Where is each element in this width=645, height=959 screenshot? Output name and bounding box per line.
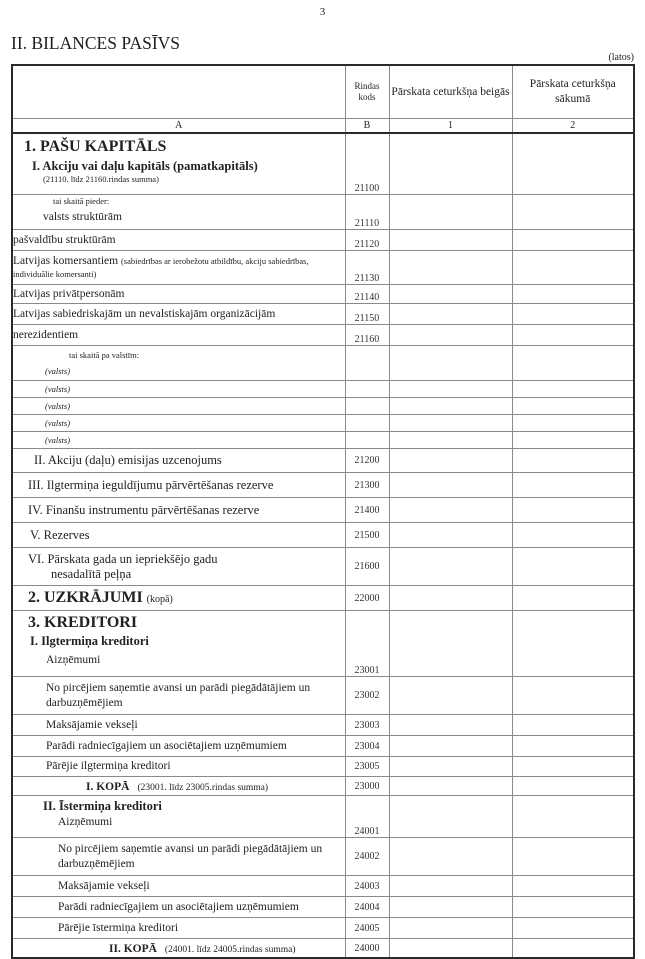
- country-placeholder: (valsts): [12, 381, 345, 398]
- value-period-start[interactable]: [512, 586, 634, 611]
- value-period-end[interactable]: [389, 796, 512, 838]
- table-row: [12, 133, 634, 195]
- value-period-end[interactable]: [389, 897, 512, 918]
- row-label: Latvijas sabiedriskajām un nevalstiskajām organizācijām: [12, 304, 345, 325]
- table-row: [12, 897, 634, 918]
- value-period-end[interactable]: [389, 757, 512, 777]
- value-period-start[interactable]: [512, 523, 634, 548]
- row-label: No pircējiem saņemtie avansi un parādi piegādātājiem un darbuzņēmējiem: [12, 677, 345, 715]
- column-letter-b: B: [345, 119, 389, 134]
- row-code: 21110: [345, 195, 389, 230]
- header-row-code: Rindas kods: [345, 65, 389, 119]
- total-label: II. KOPĀ: [109, 943, 157, 955]
- value-period-start[interactable]: [512, 473, 634, 498]
- row-label: No pircējiem saņemtie avansi un parādi piegādātājiem un darbuzņēmējiem: [12, 838, 345, 876]
- country-placeholder: (valsts): [12, 432, 345, 449]
- units-label: (latos): [608, 52, 634, 63]
- row-code: 21130: [345, 251, 389, 285]
- row-code: 24005: [345, 918, 389, 939]
- share-capital-note: (21110. līdz 21160.rindas summa): [43, 174, 159, 184]
- value-period-end[interactable]: [389, 548, 512, 586]
- row-note: (sabiedrības ar ierobežotu atbildību, akciju sabiedrības, individuālie komersanti): [13, 255, 309, 279]
- table-row: [12, 777, 634, 796]
- provisions-title: 2. UZKRĀJUMI: [28, 589, 143, 606]
- value-period-start[interactable]: [512, 777, 634, 796]
- total-note: (24001. līdz 24005.rindas summa): [164, 945, 296, 955]
- value-period-end[interactable]: [389, 473, 512, 498]
- value-period-start[interactable]: [512, 918, 634, 939]
- table-row: [12, 498, 634, 523]
- value-period-start[interactable]: [512, 876, 634, 897]
- row-code: 23004: [345, 736, 389, 757]
- equity-section-title: 1. PAŠU KAPITĀLS: [24, 138, 167, 155]
- value-period-start[interactable]: [512, 611, 634, 677]
- table-row: [12, 251, 634, 285]
- value-period-start[interactable]: [512, 304, 634, 325]
- value-period-end[interactable]: [389, 838, 512, 876]
- row-label: II. Akciju (daļu) emisijas uzcenojums: [12, 449, 345, 473]
- value-period-start[interactable]: [512, 677, 634, 715]
- table-row: [12, 736, 634, 757]
- row-code: 21300: [345, 473, 389, 498]
- share-capital-title: I. Akciju vai daļu kapitāls (pamatkapitāls): [32, 159, 258, 173]
- value-period-end[interactable]: [389, 398, 512, 415]
- row-code: 21200: [345, 449, 389, 473]
- value-period-start[interactable]: [512, 838, 634, 876]
- row-label-continued: nesadalītā peļņa: [51, 566, 132, 581]
- value-period-end[interactable]: [389, 498, 512, 523]
- value-period-end[interactable]: [389, 381, 512, 398]
- column-letters-row: [12, 119, 634, 134]
- provisions-cell: [12, 586, 345, 611]
- table-row: [12, 796, 634, 838]
- row-label: valsts struktūrām: [43, 211, 122, 223]
- row-code: 21150: [345, 304, 389, 325]
- value-period-end[interactable]: [389, 918, 512, 939]
- value-period-end[interactable]: [389, 523, 512, 548]
- value-period-start[interactable]: [512, 285, 634, 304]
- value-period-end[interactable]: [389, 195, 512, 230]
- value-period-end[interactable]: [389, 715, 512, 736]
- row-code: [345, 381, 389, 398]
- table-row: [12, 415, 634, 432]
- value-period-start[interactable]: [512, 230, 634, 251]
- row-label: Latvijas privātpersonām: [12, 285, 345, 304]
- row-label: Pārējie īstermiņa kreditori: [12, 918, 345, 939]
- row-code: 23003: [345, 715, 389, 736]
- country-placeholder: (valsts): [45, 366, 71, 376]
- value-period-end[interactable]: [389, 415, 512, 432]
- value-period-start[interactable]: [512, 449, 634, 473]
- short-term-heading-cell: [12, 796, 345, 838]
- row-label: Latvijas komersantiem: [13, 254, 119, 267]
- row-label: Aizņēmumi: [58, 816, 113, 828]
- page-number: 3: [319, 6, 326, 18]
- table-row: [12, 715, 634, 736]
- row-label: Parādi radniecīgajiem un asociētajiem uzņēmumiem: [12, 736, 345, 757]
- value-period-end[interactable]: [389, 346, 512, 381]
- row-code: 24002: [345, 838, 389, 876]
- header-period-start: Pārskata ceturkšņa sākumā: [512, 65, 634, 119]
- row-code: 24000: [345, 939, 389, 959]
- value-period-end[interactable]: [389, 304, 512, 325]
- row-label: Maksājamie vekseļi: [12, 715, 345, 736]
- column-letter-2: 2: [512, 119, 634, 134]
- value-period-end[interactable]: [389, 586, 512, 611]
- table-row: [12, 918, 634, 939]
- row-code: 24004: [345, 897, 389, 918]
- row-code: 21160: [345, 325, 389, 346]
- value-period-start[interactable]: [512, 133, 634, 195]
- value-period-start[interactable]: [512, 939, 634, 959]
- value-period-end[interactable]: [389, 449, 512, 473]
- value-period-start[interactable]: [512, 195, 634, 230]
- value-period-start[interactable]: [512, 715, 634, 736]
- value-period-end[interactable]: [389, 876, 512, 897]
- row-label: III. Ilgtermiņa ieguldījumu pārvērtēšanas rezerve: [12, 473, 345, 498]
- row-description: [12, 548, 345, 586]
- table-row: [12, 346, 634, 381]
- row-description: [12, 251, 345, 285]
- row-description: [12, 195, 345, 230]
- table-row: [12, 398, 634, 415]
- value-period-end[interactable]: [389, 325, 512, 346]
- value-period-start[interactable]: [512, 897, 634, 918]
- row-code: 23000: [345, 777, 389, 796]
- value-period-start[interactable]: [512, 415, 634, 432]
- including-owned-by-label: tai skaitā pieder:: [53, 196, 110, 206]
- row-label: pašvaldību struktūrām: [12, 230, 345, 251]
- value-period-end[interactable]: [389, 939, 512, 959]
- long-term-creditors-title: I. Ilgtermiņa kreditori: [30, 634, 149, 648]
- value-period-start[interactable]: [512, 736, 634, 757]
- value-period-start[interactable]: [512, 796, 634, 838]
- value-period-end[interactable]: [389, 432, 512, 449]
- value-period-end[interactable]: [389, 611, 512, 677]
- column-letter-a: A: [12, 119, 345, 134]
- value-period-end[interactable]: [389, 251, 512, 285]
- value-period-end[interactable]: [389, 230, 512, 251]
- country-placeholder: (valsts): [12, 398, 345, 415]
- value-period-start[interactable]: [512, 757, 634, 777]
- row-description: [12, 346, 345, 381]
- section-title: II. BILANCES PASĪVS: [11, 33, 181, 53]
- value-period-end[interactable]: [389, 285, 512, 304]
- column-letter-1: 1: [389, 119, 512, 134]
- provisions-note: (kopā): [146, 594, 173, 605]
- value-period-start[interactable]: [512, 251, 634, 285]
- value-period-end[interactable]: [389, 677, 512, 715]
- total-row-cell: [12, 777, 345, 796]
- row-label: nerezidentiem: [12, 325, 345, 346]
- value-period-start[interactable]: [512, 548, 634, 586]
- creditors-title: 3. KREDITORI: [28, 614, 138, 631]
- table-row: [12, 611, 634, 677]
- row-code: 21120: [345, 230, 389, 251]
- table-row: [12, 285, 634, 304]
- table-row: [12, 523, 634, 548]
- row-code: 23002: [345, 677, 389, 715]
- row-code: 21100: [345, 133, 389, 195]
- row-label: Parādi radniecīgajiem un asociētajiem uzņēmumiem: [12, 897, 345, 918]
- table-row: [12, 473, 634, 498]
- table-row: [12, 230, 634, 251]
- including-by-country-label: tai skaitā pa valstīm:: [69, 350, 140, 360]
- row-code: 23001: [345, 611, 389, 677]
- table-header-row: [12, 65, 634, 119]
- total-note: (23001. līdz 23005.rindas summa): [137, 783, 269, 793]
- row-code: 22000: [345, 586, 389, 611]
- country-placeholder: (valsts): [12, 415, 345, 432]
- row-code: [345, 432, 389, 449]
- row-code: 21500: [345, 523, 389, 548]
- row-code: 21140: [345, 285, 389, 304]
- row-label: VI. Pārskata gada un iepriekšējo gadu: [28, 551, 218, 566]
- table-row: [12, 432, 634, 449]
- total-row-cell: [12, 939, 345, 959]
- table-row: [12, 757, 634, 777]
- row-label: V. Rezerves: [12, 523, 345, 548]
- table-row: [12, 677, 634, 715]
- row-code: [345, 346, 389, 381]
- creditors-heading-cell: [12, 611, 345, 677]
- row-label: Maksājamie vekseļi: [12, 876, 345, 897]
- table-row: [12, 304, 634, 325]
- table-row: [12, 325, 634, 346]
- table-row: [12, 195, 634, 230]
- row-code: [345, 415, 389, 432]
- value-period-start[interactable]: [512, 432, 634, 449]
- table-row: [12, 586, 634, 611]
- row-label: Pārējie ilgtermiņa kreditori: [12, 757, 345, 777]
- row-label: IV. Finanšu instrumentu pārvērtēšanas rezerve: [12, 498, 345, 523]
- row-label: Aizņēmumi: [46, 654, 101, 666]
- row-code: [345, 398, 389, 415]
- row-code: 23005: [345, 757, 389, 777]
- table-row: [12, 381, 634, 398]
- table-row: [12, 876, 634, 897]
- value-period-end[interactable]: [389, 133, 512, 195]
- value-period-start[interactable]: [512, 325, 634, 346]
- total-label: I. KOPĀ: [86, 781, 130, 793]
- value-period-start[interactable]: [512, 346, 634, 381]
- value-period-start[interactable]: [512, 381, 634, 398]
- value-period-start[interactable]: [512, 398, 634, 415]
- row-code: 24001: [345, 796, 389, 838]
- table-row: [12, 838, 634, 876]
- equity-heading-cell: [12, 133, 345, 195]
- table-row: [12, 939, 634, 959]
- value-period-end[interactable]: [389, 777, 512, 796]
- header-description: [12, 65, 345, 119]
- row-code: 24003: [345, 876, 389, 897]
- value-period-end[interactable]: [389, 736, 512, 757]
- row-code: 21400: [345, 498, 389, 523]
- balance-liabilities-table: [11, 64, 635, 959]
- header-period-end: Pārskata ceturkšņa beigās: [389, 65, 512, 119]
- table-row: [12, 449, 634, 473]
- row-code: 21600: [345, 548, 389, 586]
- value-period-start[interactable]: [512, 498, 634, 523]
- table-row: [12, 548, 634, 586]
- short-term-creditors-title: II. Īstermiņa kreditori: [43, 799, 162, 813]
